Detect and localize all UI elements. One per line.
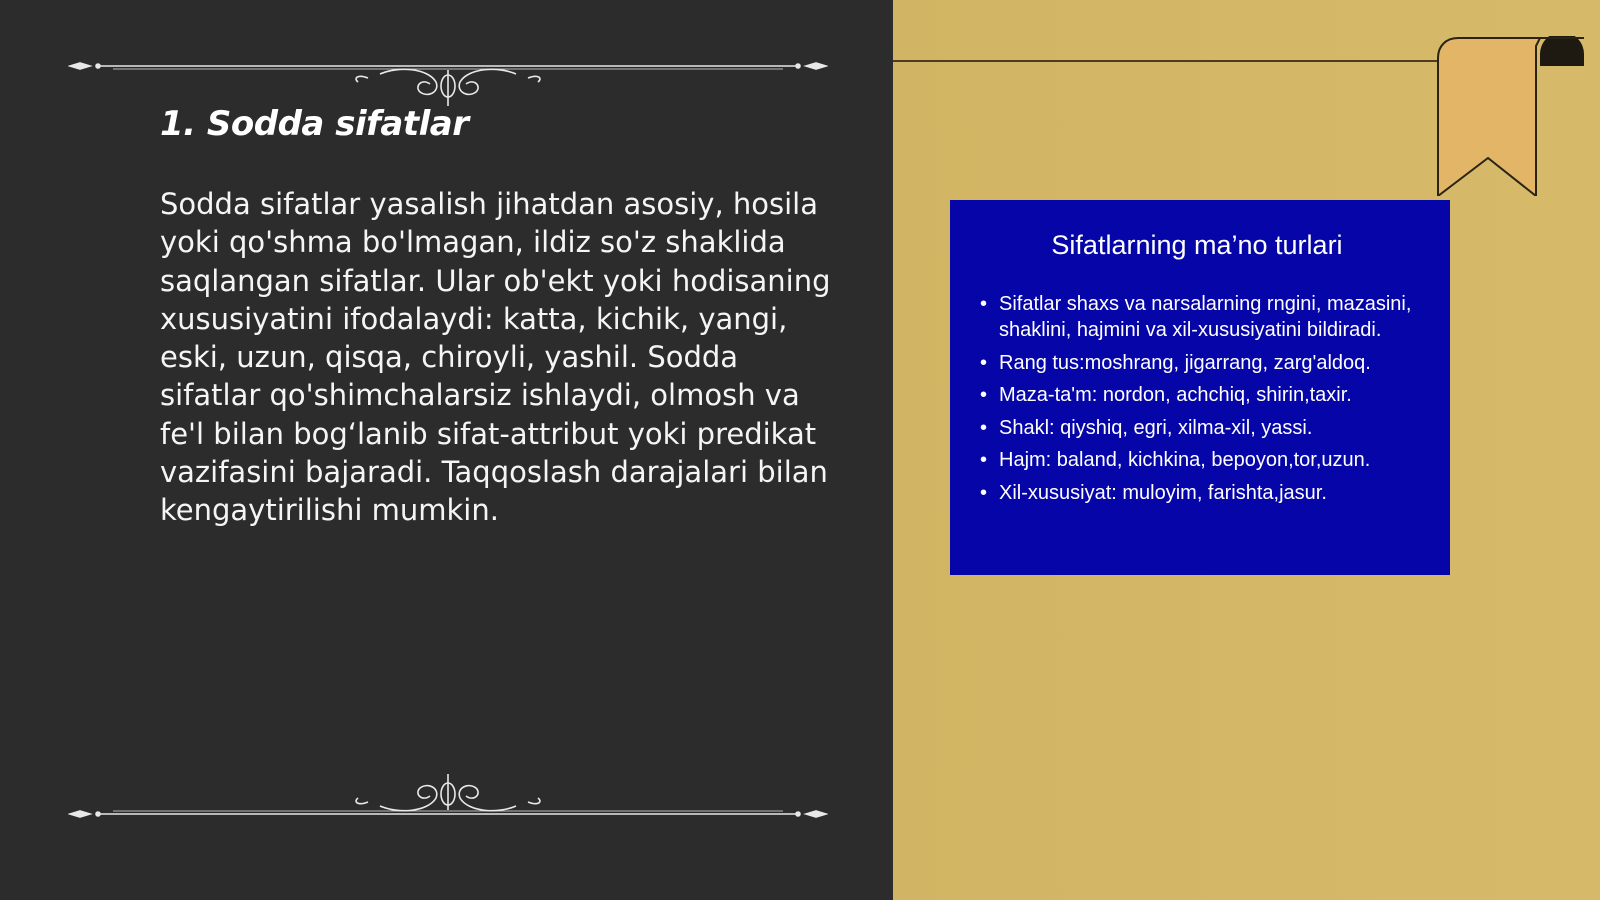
slide-title: 1. Sodda sifatlar	[160, 104, 469, 144]
info-box-title: Sifatlarning ma’no turlari	[1051, 230, 1343, 260]
list-item: • Hajm: baland, kichkina, bepoyon,tor,uzun.	[978, 447, 1422, 473]
list-item: • Maza-ta'm: nordon, achchiq, shirin,taxir.	[978, 382, 1422, 408]
list-item: • Xil-xususiyat: muloyim, farishta,jasur.	[978, 480, 1422, 506]
bookmark-ribbon-icon	[1436, 36, 1600, 196]
list-item: • Rang tus:moshrang, jigarrang, zarg'aldoq.	[978, 350, 1422, 376]
ornament-divider-top-icon	[68, 56, 828, 106]
info-box	[950, 200, 1450, 575]
info-box-list	[978, 291, 1422, 506]
ornament-divider-bottom-icon	[68, 774, 828, 824]
slide-body-text: Sodda sifatlar yasalish jihatdan asosiy, hosila yoki qo'shma bo'lmagan, ildiz so'z shaklida saqlangan sifatlar. Ular ob'ekt yoki hodisaning xususiyatini ifodalaydi: katta, kichik, yangi, eski, uzun, qisqa, chiroyli, yashil. Sodda sifatlar qo'shimchalarsiz ishlaydi, olmosh va fe'l bilan bog‘lanib sifat-attribut yoki predikat vazifasini bajaradi. Taqqoslash darajalari bilan kengaytirilishi mumkin.	[160, 187, 831, 528]
list-item: • Sifatlar shaxs va narsalarning rngini, mazasini, shaklini, hajmini va xil-xususiyatini bildiradi.	[978, 291, 1422, 343]
header-divider-line	[893, 60, 1438, 62]
list-item: • Shakl: qiyshiq, egri, xilma-xil, yassi.	[978, 415, 1422, 441]
